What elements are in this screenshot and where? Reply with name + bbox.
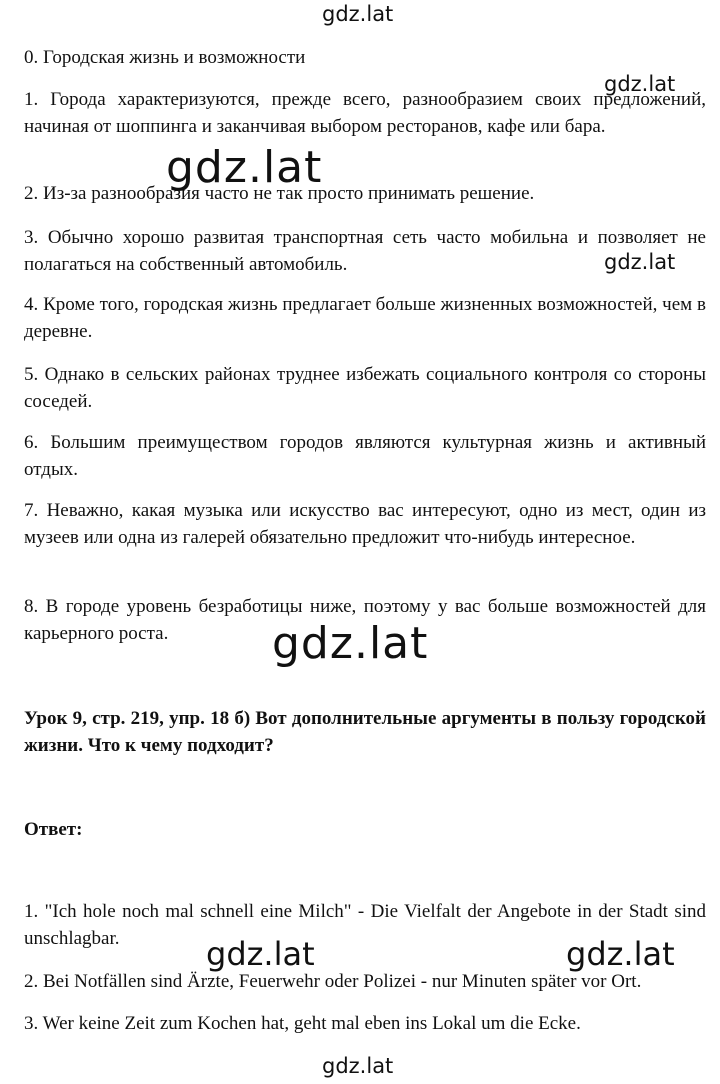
watermark: gdz.lat (566, 935, 675, 973)
list-item: 1. Города характеризуются, прежде всего, разнообразием своих предложений, начиная от шоппинга и заканчивая выбором ресторанов, кафе или бара. (24, 89, 706, 137)
list-item: 2. Из-за разнообразия часто не так просто принимать решение. (24, 183, 535, 204)
list-item: 4. Кроме того, городская жизнь предлагает больше жизненных возможностей, чем в деревне. (24, 294, 706, 342)
watermark: gdz.lat (272, 618, 429, 669)
list-item: 5. Однако в сельских районах труднее избежать социального контроля со стороны соседей. (24, 364, 706, 412)
task-heading: Урок 9, стр. 219, упр. 18 б) Вот дополнительные аргументы в пользу городской жизни. Что к чему подходит? (24, 708, 706, 756)
list-item: 7. Неважно, какая музыка или искусство вас интересуют, одно из мест, один из музеев или одна из галерей обязательно предложит что-нибудь интересное. (24, 500, 706, 548)
watermark: gdz.lat (604, 250, 676, 274)
list-item: 3. Обычно хорошо развитая транспортная сеть часто мобильна и позволяет не полагаться на собственный автомобиль. (24, 227, 706, 275)
watermark: gdz.lat (322, 2, 394, 26)
watermark: gdz.lat (206, 935, 315, 973)
watermark: gdz.lat (604, 72, 676, 96)
answer-item: 1. "Ich hole noch mal schnell eine Milch" - Die Vielfalt der Angebote in der Stadt sind unschlagbar. (24, 901, 706, 949)
watermark: gdz.lat (166, 142, 323, 193)
answer-item: 2. Bei Notfällen sind Ärzte, Feuerwehr oder Polizei - nur Minuten später vor Ort. (24, 971, 642, 992)
list-item: 6. Большим преимуществом городов являются культурная жизнь и активный отдых. (24, 432, 706, 480)
list-item: 8. В городе уровень безработицы ниже, поэтому у вас больше возможностей для карьерного роста. (24, 596, 706, 644)
watermark: gdz.lat (322, 1054, 394, 1078)
answer-item: 3. Wer keine Zeit zum Kochen hat, geht mal eben ins Lokal um die Ecke. (24, 1013, 581, 1034)
list-item: 0. Городская жизнь и возможности (24, 47, 306, 68)
answer-label: Ответ: (24, 819, 83, 840)
